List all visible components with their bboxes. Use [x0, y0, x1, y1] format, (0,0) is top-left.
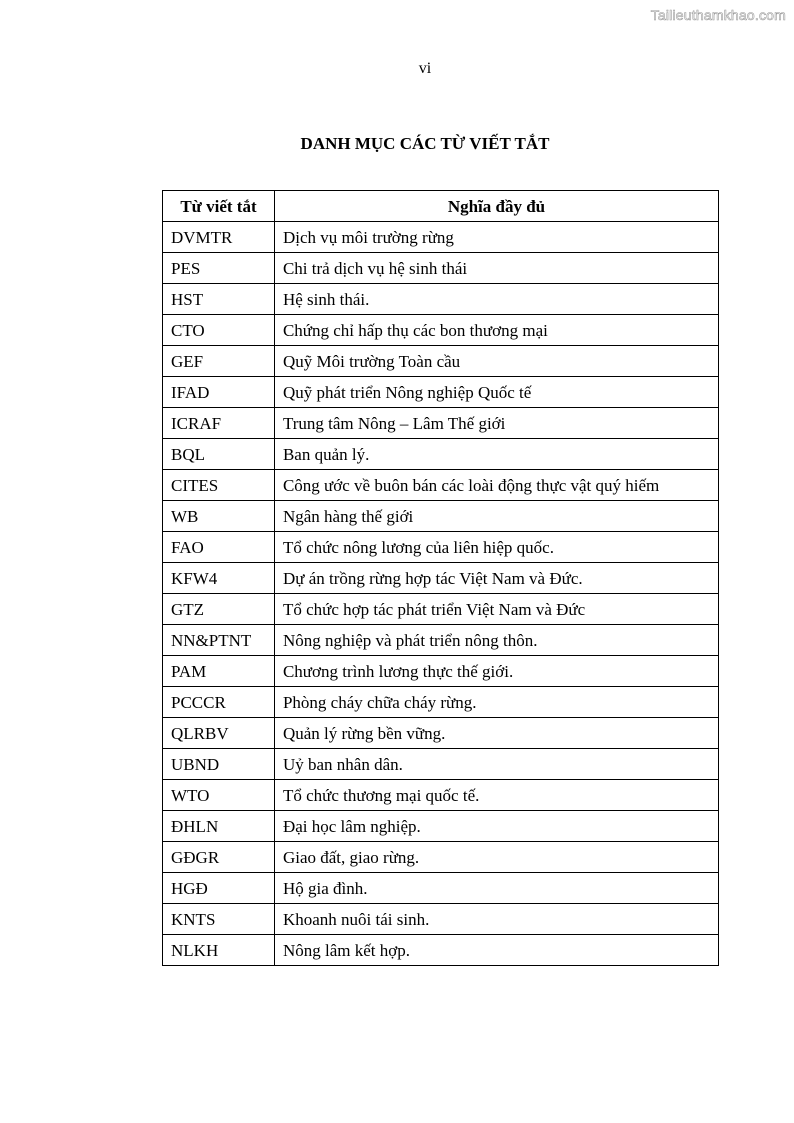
- table-row: [163, 811, 719, 842]
- abbreviation-cell: PCCCR: [163, 687, 275, 718]
- table-row: [163, 625, 719, 656]
- meaning-cell: Công ước về buôn bán các loài động thực vật quý hiếm: [274, 470, 718, 501]
- meaning-cell: Phòng cháy chữa cháy rừng.: [274, 687, 718, 718]
- meaning-cell: Khoanh nuôi tái sinh.: [274, 904, 718, 935]
- page-number: vi: [418, 60, 432, 77]
- abbreviation-cell: NN&PTNT: [163, 625, 275, 656]
- table-row: [163, 656, 719, 687]
- table-row: [163, 253, 719, 284]
- meaning-cell: Hệ sinh thái.: [274, 284, 718, 315]
- meaning-cell: Nông nghiệp và phát triển nông thôn.: [274, 625, 718, 656]
- table-row: [163, 873, 719, 904]
- header-abbreviation: Từ viết tắt: [163, 191, 275, 222]
- meaning-cell: Quản lý rừng bền vững.: [274, 718, 718, 749]
- abbreviation-cell: WB: [163, 501, 275, 532]
- table-row: [163, 532, 719, 563]
- abbreviation-cell: ICRAF: [163, 408, 275, 439]
- meaning-cell: Chứng chỉ hấp thụ các bon thương mại: [274, 315, 718, 346]
- abbreviation-cell: GTZ: [163, 594, 275, 625]
- table-row: [163, 222, 719, 253]
- table-row: [163, 749, 719, 780]
- table-row: [163, 718, 719, 749]
- abbreviation-cell: WTO: [163, 780, 275, 811]
- abbreviation-cell: UBND: [163, 749, 275, 780]
- abbreviation-cell: BQL: [163, 439, 275, 470]
- header-full-meaning: Nghĩa đầy đủ: [274, 191, 718, 222]
- table-header-row: [163, 191, 719, 222]
- abbreviation-cell: KNTS: [163, 904, 275, 935]
- table-row: [163, 594, 719, 625]
- table-row: [163, 470, 719, 501]
- table-row: [163, 439, 719, 470]
- table-row: [163, 315, 719, 346]
- abbreviation-cell: IFAD: [163, 377, 275, 408]
- meaning-cell: Chương trình lương thực thế giới.: [274, 656, 718, 687]
- abbreviation-cell: CTO: [163, 315, 275, 346]
- meaning-cell: Tổ chức hợp tác phát triển Việt Nam và Đức: [274, 594, 718, 625]
- meaning-cell: Đại học lâm nghiệp.: [274, 811, 718, 842]
- abbreviation-cell: HGĐ: [163, 873, 275, 904]
- meaning-cell: Chi trả dịch vụ hệ sinh thái: [274, 253, 718, 284]
- table-row: [163, 842, 719, 873]
- meaning-cell: Trung tâm Nông – Lâm Thế giới: [274, 408, 718, 439]
- abbreviation-cell: PES: [163, 253, 275, 284]
- abbreviation-cell: ĐHLN: [163, 811, 275, 842]
- meaning-cell: Tổ chức thương mại quốc tế.: [274, 780, 718, 811]
- table-row: [163, 346, 719, 377]
- meaning-cell: Ngân hàng thế giới: [274, 501, 718, 532]
- meaning-cell: Quỹ Môi trường Toàn cầu: [274, 346, 718, 377]
- abbreviation-cell: GEF: [163, 346, 275, 377]
- abbreviation-cell: KFW4: [163, 563, 275, 594]
- table-row: [163, 780, 719, 811]
- abbreviation-cell: FAO: [163, 532, 275, 563]
- abbreviation-cell: CITES: [163, 470, 275, 501]
- abbreviation-cell: GĐGR: [163, 842, 275, 873]
- page-title: DANH MỤC CÁC TỪ VIẾT TẮT: [300, 134, 550, 153]
- table-row: [163, 408, 719, 439]
- watermark: Tailieuthamkhao.com: [650, 7, 786, 23]
- table-row: [163, 501, 719, 532]
- meaning-cell: Ban quản lý.: [274, 439, 718, 470]
- table-row: [163, 563, 719, 594]
- table-row: [163, 687, 719, 718]
- abbreviation-cell: HST: [163, 284, 275, 315]
- meaning-cell: Uỷ ban nhân dân.: [274, 749, 718, 780]
- meaning-cell: Tổ chức nông lương của liên hiệp quốc.: [274, 532, 718, 563]
- table-row: [163, 935, 719, 966]
- meaning-cell: Dự án trồng rừng hợp tác Việt Nam và Đức.: [274, 563, 718, 594]
- meaning-cell: Giao đất, giao rừng.: [274, 842, 718, 873]
- meaning-cell: Quỹ phát triển Nông nghiệp Quốc tế: [274, 377, 718, 408]
- abbreviation-cell: DVMTR: [163, 222, 275, 253]
- abbreviation-cell: NLKH: [163, 935, 275, 966]
- meaning-cell: Nông lâm kết hợp.: [274, 935, 718, 966]
- meaning-cell: Dịch vụ môi trường rừng: [274, 222, 718, 253]
- abbreviation-table: [162, 190, 719, 966]
- table-row: [163, 284, 719, 315]
- abbreviation-cell: QLRBV: [163, 718, 275, 749]
- table-row: [163, 377, 719, 408]
- meaning-cell: Hộ gia đình.: [274, 873, 718, 904]
- table-row: [163, 904, 719, 935]
- abbreviation-cell: PAM: [163, 656, 275, 687]
